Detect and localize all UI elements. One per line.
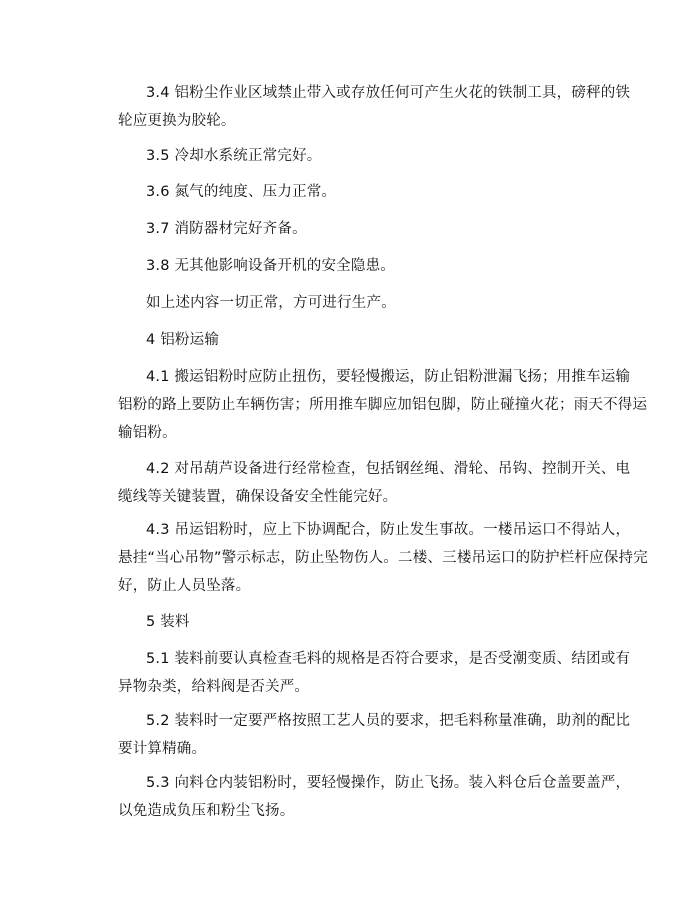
section-heading-4 bbox=[118, 326, 596, 354]
paragraph-line: 如上述内容一切正常，方可进行生产。 bbox=[146, 295, 396, 311]
paragraph-line: 悬挂“当心吊物”警示标志，防止坠物伤人。二楼、三楼吊运口的防护栏杆应保持完 bbox=[118, 550, 648, 566]
paragraph-3-7 bbox=[118, 215, 596, 243]
paragraph-line: 铝粉的路上要防止车辆伤害；所用推车脚应加铝包脚，防止碰撞火花；雨天不得运 bbox=[118, 397, 648, 413]
paragraph-line: 好，防止人员坠落。 bbox=[118, 578, 251, 594]
paragraph-line: 3.8 无其他影响设备开机的安全隐患。 bbox=[146, 258, 395, 274]
paragraph-line: 轮应更换为胶轮。 bbox=[118, 113, 236, 129]
paragraph-line: 输铝粉。 bbox=[118, 425, 177, 441]
paragraph-4-2 bbox=[118, 455, 631, 511]
paragraph-line: 5.3 向料仓内装铝粉时，要轻慢操作，防止飞扬。装入料仓后仓盖要盖严， bbox=[146, 775, 631, 791]
paragraph-line: 5.1 装料前要认真检查毛料的规格是否符合要求，是否受潮变质、结团或有 bbox=[146, 651, 631, 667]
paragraph-line: 缆线等关键装置，确保设备安全性能完好。 bbox=[118, 489, 398, 505]
paragraph-line: 3.4 铝粉尘作业区域禁止带入或存放任何可产生火花的铁制工具，磅秤的铁 bbox=[146, 85, 631, 101]
paragraph-4-1 bbox=[118, 363, 648, 447]
paragraph-3-5 bbox=[118, 142, 596, 170]
paragraph-3-4 bbox=[118, 79, 631, 135]
paragraph-line: 5.2 装料时一定要严格按照工艺人员的要求，把毛料称量准确，助剂的配比 bbox=[146, 713, 631, 729]
paragraph-proceed-note bbox=[118, 289, 596, 317]
paragraph-3-6 bbox=[118, 178, 596, 206]
paragraph-line: 4.1 搬运铝粉时应防止扭伤，要轻慢搬运，防止铝粉泄漏飞扬；用推车运输 bbox=[146, 369, 631, 385]
paragraph-line: 3.7 消防器材完好齐备。 bbox=[146, 221, 307, 237]
paragraph-line: 3.6 氮气的纯度、压力正常。 bbox=[146, 184, 337, 200]
paragraph-5-2 bbox=[118, 707, 631, 763]
paragraph-line: 异物杂类，给料阀是否关严。 bbox=[118, 679, 310, 695]
paragraph-3-8 bbox=[118, 252, 596, 280]
paragraph-4-3 bbox=[118, 516, 648, 600]
paragraph-line: 以免造成负压和粉尘飞扬。 bbox=[118, 803, 295, 819]
section-heading-5 bbox=[118, 608, 596, 636]
paragraph-5-3 bbox=[118, 769, 631, 825]
paragraph-line: 4.2 对吊葫芦设备进行经常检查，包括钢丝绳、滑轮、吊钩、控制开关、电 bbox=[146, 461, 631, 477]
paragraph-line: 3.5 冷却水系统正常完好。 bbox=[146, 148, 322, 164]
paragraph-5-1 bbox=[118, 645, 631, 701]
paragraph-line: 要计算精确。 bbox=[118, 741, 207, 757]
heading-line: 5 装料 bbox=[146, 614, 190, 630]
heading-line: 4 铝粉运输 bbox=[146, 332, 220, 348]
paragraph-line: 4.3 吊运铝粉时，应上下协调配合，防止发生事故。一楼吊运口不得站人， bbox=[146, 522, 631, 538]
